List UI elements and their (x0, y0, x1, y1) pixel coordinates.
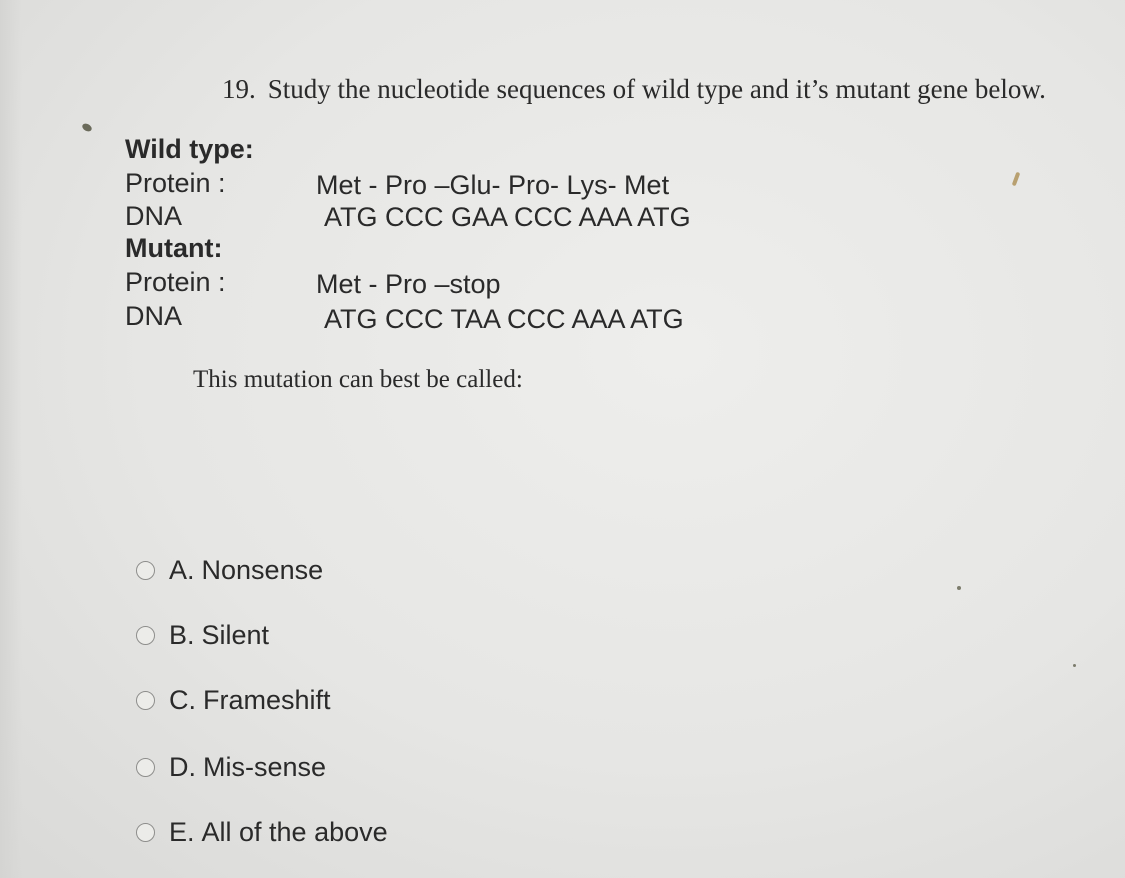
option-text: All of the above (201, 816, 388, 847)
option-letter: B. (169, 619, 195, 650)
paper-speck (81, 122, 93, 133)
option-a[interactable] (136, 550, 323, 590)
option-text: Nonsense (201, 554, 324, 585)
option-d[interactable] (136, 747, 326, 787)
wild-type-dna-label: DNA (125, 201, 183, 231)
paper-speck (1073, 664, 1076, 667)
option-text: Mis-sense (203, 751, 327, 782)
question-number: 19. (222, 74, 256, 104)
mutant-dna-sequence: ATG CCC TAA CCC AAA ATG (324, 304, 684, 334)
page-edge-shadow (0, 0, 22, 878)
wild-type-dna-sequence: ATG CCC GAA CCC AAA ATG (324, 202, 691, 232)
option-letter: A. (169, 554, 195, 585)
radio-circle-icon[interactable] (136, 626, 155, 645)
paper-speck (957, 586, 961, 590)
option-letter: C. (169, 684, 196, 715)
radio-circle-icon[interactable] (136, 691, 155, 710)
question-prompt: This mutation can best be called: (193, 366, 523, 393)
mutant-protein-sequence: Met - Pro –stop (316, 269, 501, 299)
radio-circle-icon[interactable] (136, 758, 155, 777)
question-text: Study the nucleotide sequences of wild type and it’s mutant gene below. (267, 74, 1046, 104)
option-c[interactable] (136, 680, 331, 720)
option-letter: E. (169, 816, 195, 847)
mutant-heading: Mutant: (125, 233, 223, 263)
radio-circle-icon[interactable] (136, 561, 155, 580)
option-e[interactable] (136, 812, 388, 852)
wild-type-protein-sequence: Met - Pro –Glu- Pro- Lys- Met (316, 170, 670, 200)
paper-speck (1012, 172, 1021, 187)
wild-type-protein-label: Protein : (125, 168, 226, 198)
mutant-protein-label: Protein : (125, 267, 226, 297)
option-text: Silent (201, 619, 270, 650)
mutant-dna-label: DNA (125, 301, 183, 331)
wild-type-heading: Wild type: (125, 134, 254, 164)
option-text: Frameshift (203, 684, 331, 715)
radio-circle-icon[interactable] (136, 823, 155, 842)
option-b[interactable] (136, 615, 269, 655)
question-header (222, 74, 1046, 105)
option-letter: D. (169, 751, 196, 782)
